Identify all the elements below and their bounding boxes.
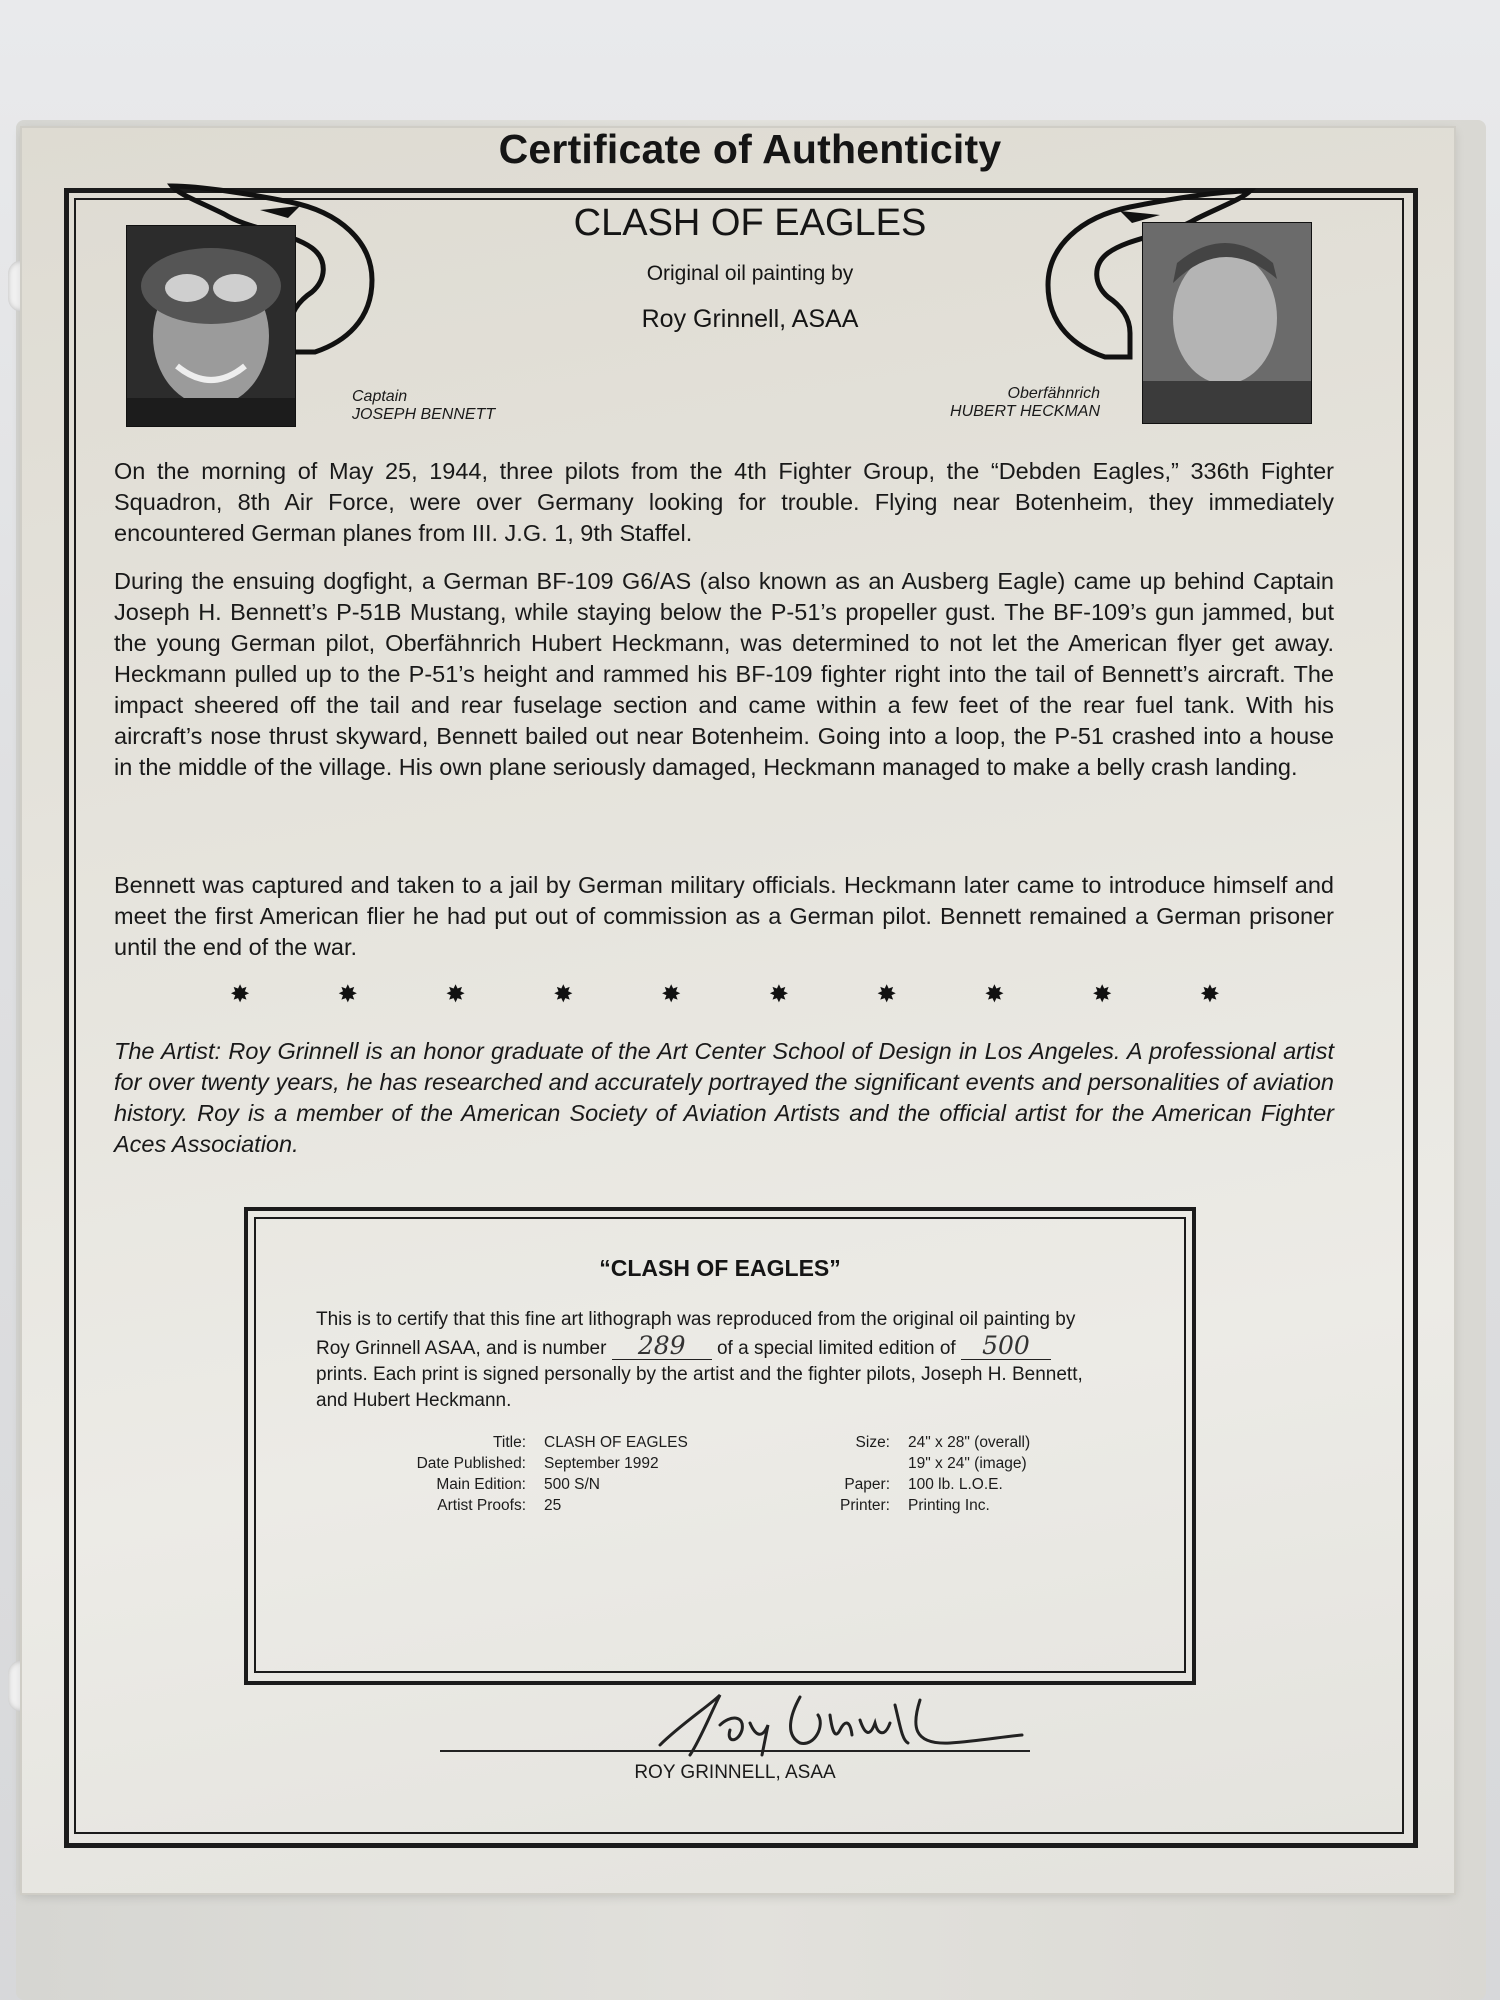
print-number: 289 [612, 1333, 712, 1360]
proofs-label: Artist Proofs: [437, 1497, 526, 1514]
star-icon: ✸ [1092, 981, 1113, 1008]
title-label: Title: [492, 1434, 526, 1451]
original-line: Original oil painting by [646, 262, 854, 285]
artist-signature-name: ROY GRINNELL, ASAA [634, 1762, 836, 1783]
spec-values-left [544, 1432, 764, 1516]
artist-note: The Artist: Roy Grinnell is an honor graduate of the Art Center School of Design in Los Angeles. A professional artist for over twenty years, he has researched and accurately portrayed the significant events and personalities of aviation history. Roy is a member of the American Society of Aviation Artists and the official artist for the American Fighter Aces Association. [114, 1038, 1334, 1157]
size-label: Size: [855, 1434, 890, 1451]
story-paragraph-1: On the morning of May 25, 1944, three pilots from the 4th Fighter Group, the “Debden Eagles,” 336th Fighter Squadron, 8th Air Force, were over Germany looking for trouble. Flying near Botenheim, they immediately encountered German planes from III. J.G. 1, 9th Staffel. [114, 458, 1334, 546]
spec-labels-left [300, 1432, 526, 1516]
date-label: Date Published: [416, 1455, 526, 1472]
edition-value: 500 S/N [544, 1476, 601, 1493]
star-icon: ✸ [553, 981, 574, 1008]
star-icon: ✸ [230, 981, 251, 1008]
certificate-title: Certificate of Authenticity [498, 126, 1002, 172]
rank-left: Captain [352, 388, 408, 405]
story-paragraph-3: Bennett was captured and taken to a jail by German military officials. Heckmann later came to introduce himself and meet the first American flier he had put out of commission as a German pilot. Bennett remained a German prisoner until the end of the war. [114, 872, 1334, 960]
heckmann-portrait [1142, 222, 1312, 424]
star-icon: ✸ [768, 981, 789, 1008]
rank-right: Oberfähnrich [1007, 385, 1100, 402]
title-value: CLASH OF EAGLES [544, 1434, 688, 1451]
printer-value: Printing Inc. [908, 1497, 990, 1514]
star-icon: ✸ [876, 981, 897, 1008]
star-divider [230, 980, 1220, 1009]
handwritten-signature [650, 1685, 1030, 1765]
pilot-name-left: JOSEPH BENNETT [352, 406, 496, 423]
certification-text [316, 1307, 1106, 1414]
size-value-overall: 24" x 28" (overall) [908, 1434, 1031, 1451]
signature-line [440, 1750, 1030, 1752]
paper-value: 100 lb. L.O.E. [908, 1476, 1003, 1493]
star-icon: ✸ [661, 981, 682, 1008]
caption-right [900, 385, 1100, 421]
pilot-name-right: HUBERT HECKMAN [950, 403, 1100, 420]
certify-text-a: This is to certify that this fine art lithograph was reproduced from the original oil painting by Roy Grinnell ASAA, and is number [316, 1309, 1076, 1359]
spec-labels-right [770, 1432, 890, 1516]
bennett-portrait [126, 225, 296, 427]
certify-text-b: of a special limited edition of [716, 1338, 956, 1359]
proofs-value: 25 [544, 1497, 562, 1514]
star-icon: ✸ [337, 981, 358, 1008]
painter-name: Roy Grinnell, ASAA [641, 305, 859, 333]
certification-heading: “CLASH OF EAGLES” [599, 1255, 841, 1281]
caption-left [352, 388, 495, 424]
star-icon: ✸ [445, 981, 466, 1008]
artwork-title: CLASH OF EAGLES [573, 202, 927, 244]
size-value-image: 19" x 24" (image) [908, 1455, 1027, 1472]
printer-label: Printer: [840, 1497, 890, 1514]
edition-label: Main Edition: [436, 1476, 526, 1493]
date-value: September 1992 [544, 1455, 659, 1472]
paper-label: Paper: [844, 1476, 890, 1493]
star-icon: ✸ [984, 981, 1005, 1008]
spec-values-right [908, 1432, 1108, 1516]
star-icon: ✸ [1199, 981, 1220, 1008]
certify-text-c: prints. Each print is signed personally by the artist and the fighter pilots, Joseph H. Bennett, and Hubert Heckmann. [316, 1364, 1083, 1411]
story-paragraph-2: During the ensuing dogfight, a German BF-109 G6/AS (also known as an Ausberg Eagle) came up behind Captain Joseph H. Bennett’s P-51B Mustang, while staying below the P-51’s propeller gust. The BF-109’s gun jammed, but the young German pilot, Oberfähnrich Hubert Heckmann, was determined to not let the American flyer get away. Heckmann pulled up to the P-51’s height and rammed his BF-109 fighter right into the tail of Bennett’s aircraft. The impact sheered off the tail and rear fuselage section and came within a few feet of the rear fuel tank. With his aircraft’s nose thrust skyward, Bennett bailed out near Botenheim. Going into a loop, the P-51 crashed into a house in the middle of the village. His own plane seriously damaged, Heckmann managed to make a belly crash landing. [114, 568, 1334, 780]
edition-size: 500 [961, 1333, 1051, 1360]
